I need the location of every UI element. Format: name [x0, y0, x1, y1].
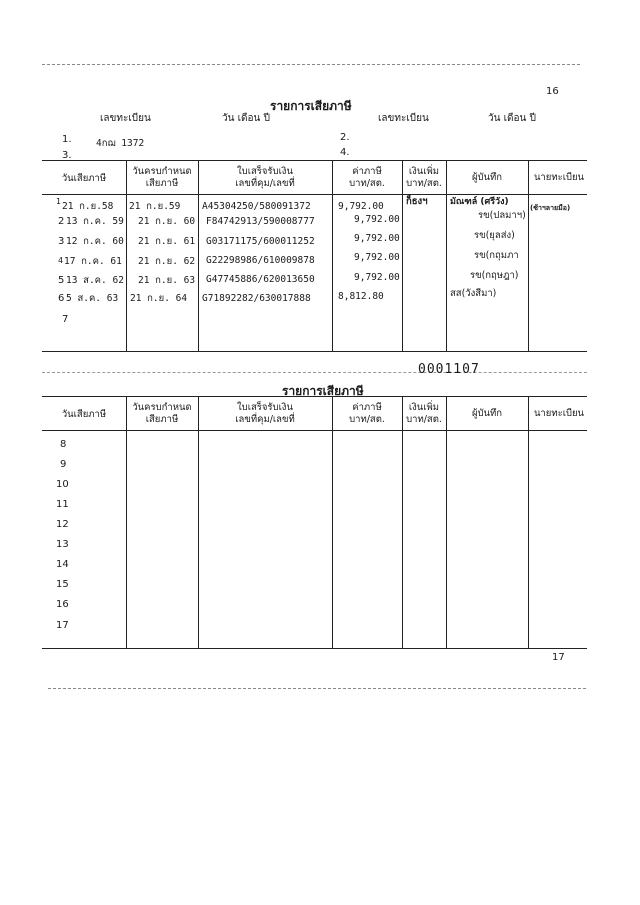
page-number-bottom: 17: [552, 652, 565, 663]
tax-amount: 9,792.00: [354, 272, 400, 283]
receipt-number: F84742913/590008777: [206, 216, 315, 227]
row-number: 2: [58, 216, 65, 227]
row-number: 16: [56, 599, 69, 610]
registrar-signature: (ซ้าฯลายมือ): [530, 204, 571, 212]
due-date: 21 ก.ย. 64: [130, 293, 188, 304]
hdr-extra-line1: เงินเพิ่ม: [408, 166, 440, 177]
row-number: 4: [58, 256, 64, 265]
paid-date: 12 ก.ค. 60: [66, 236, 124, 247]
row-number: 13: [56, 539, 69, 550]
row-number: 10: [56, 479, 69, 490]
hdr-due-line1: วันครบกำหนด: [132, 166, 192, 177]
hdr-due-line2: เสียภาษี: [145, 414, 179, 425]
paid-date: 5 ส.ค. 63: [66, 293, 119, 304]
tax-amount: 8,812.80: [338, 291, 384, 302]
hdr-receipt-line2: เลขที่คุม/เลขที่: [235, 178, 295, 189]
due-date: 21 ก.ย.59: [129, 201, 181, 212]
receipt-number: G22298986/610009878: [206, 255, 315, 266]
reg-number-1: 1.: [62, 134, 72, 145]
row-number: 15: [56, 579, 69, 590]
row-number: 3: [58, 236, 65, 247]
due-date: 21 ก.ย. 62: [138, 256, 196, 267]
row-number: 7: [62, 314, 69, 325]
recorder-name: รข(ปลมาฯ): [478, 210, 526, 221]
recorder-name: รข(ยุลส่ง): [474, 230, 515, 241]
row-number: 5: [58, 275, 65, 286]
scan-border-middle: [42, 372, 587, 373]
row-number: 12: [56, 519, 69, 530]
row-number: 17: [56, 620, 69, 631]
due-date: 21 ก.ย. 63: [138, 275, 196, 286]
hdr-registrar: นายทะเบียน: [533, 408, 585, 419]
reg-value-1: 4กฌ 1372: [96, 138, 145, 149]
paid-date: 13 ก.ค. 59: [66, 216, 124, 227]
row-number: 8: [60, 439, 67, 450]
hdr-receipt-line1: ใบเสร็จรับเงิน: [237, 402, 293, 413]
paid-date: 21 ก.ย.58: [62, 201, 114, 212]
hdr-tax-line2: บาท/สต.: [349, 178, 385, 189]
reg-number-2: 2.: [340, 132, 350, 143]
receipt-number: G71892282/630017888: [202, 293, 311, 304]
date-label-left: วัน เดือน ปี: [222, 113, 270, 124]
hdr-paid-date: วันเสียภาษี: [61, 173, 107, 184]
tax-amount: 9,792.00: [354, 233, 400, 244]
recorder-name: มัณฑล์ (ศรีวัง): [450, 197, 509, 207]
reg-number-3: 3.: [62, 150, 72, 161]
recorder-name: สส(วังสีมา): [450, 288, 497, 299]
hdr-extra-line2: บาท/สต.: [406, 178, 442, 189]
extra-amount: ก็ธงฯ: [406, 196, 428, 207]
reg-number-4: 4.: [340, 147, 350, 158]
tax-amount: 9,792.00: [338, 201, 384, 212]
paid-date: 17 ก.ค. 61: [64, 256, 122, 267]
date-label-right: วัน เดือน ปี: [488, 113, 536, 124]
recorder-name: รข(กฤษฎา): [470, 270, 519, 281]
row-number: 14: [56, 559, 69, 570]
receipt-number: G03171175/600011252: [206, 236, 315, 247]
hdr-paid-date: วันเสียภาษี: [61, 409, 107, 420]
section2-title: รายการเสียภาษี: [282, 384, 364, 398]
row-number: 1: [56, 197, 62, 206]
hdr-extra-line2: บาท/สต.: [406, 414, 442, 425]
hdr-registrar: นายทะเบียน: [533, 172, 585, 183]
hdr-extra-line1: เงินเพิ่ม: [408, 402, 440, 413]
hdr-tax-line1: ค่าภาษี: [352, 166, 382, 177]
tax-amount: 9,792.00: [354, 252, 400, 263]
receipt-number: A45304250/580091372: [202, 201, 311, 212]
hdr-recorder: ผู้บันทึก: [471, 172, 503, 183]
hdr-receipt-line1: ใบเสร็จรับเงิน: [237, 166, 293, 177]
receipt-number: G47745886/620013650: [206, 274, 315, 285]
row-number: 6: [58, 293, 65, 304]
hdr-tax-line1: ค่าภาษี: [352, 402, 382, 413]
section1-title: รายการเสียภาษี: [270, 99, 352, 113]
row-number: 11: [56, 499, 69, 510]
hdr-receipt-line2: เลขที่คุม/เลขที่: [235, 414, 295, 425]
hdr-tax-line2: บาท/สต.: [349, 414, 385, 425]
paid-date: 13 ส.ค. 62: [66, 275, 124, 286]
reg-label-left: เลขทะเบียน: [100, 113, 151, 124]
hdr-recorder: ผู้บันทึก: [471, 408, 503, 419]
tax-amount: 9,792.00: [354, 214, 400, 225]
stamp-number: 0001107: [418, 362, 480, 377]
due-date: 21 ก.ย. 61: [138, 236, 196, 247]
due-date: 21 ก.ย. 60: [138, 216, 196, 227]
reg-label-right: เลขทะเบียน: [378, 113, 429, 124]
scan-border-top: [42, 64, 580, 65]
row-number: 9: [60, 459, 67, 470]
scan-border-bottom: [48, 688, 586, 689]
hdr-due-line1: วันครบกำหนด: [132, 402, 192, 413]
recorder-name: รข(กถุมภา: [474, 250, 519, 261]
page-number-top: 16: [546, 86, 559, 97]
hdr-due-line2: เสียภาษี: [145, 178, 179, 189]
